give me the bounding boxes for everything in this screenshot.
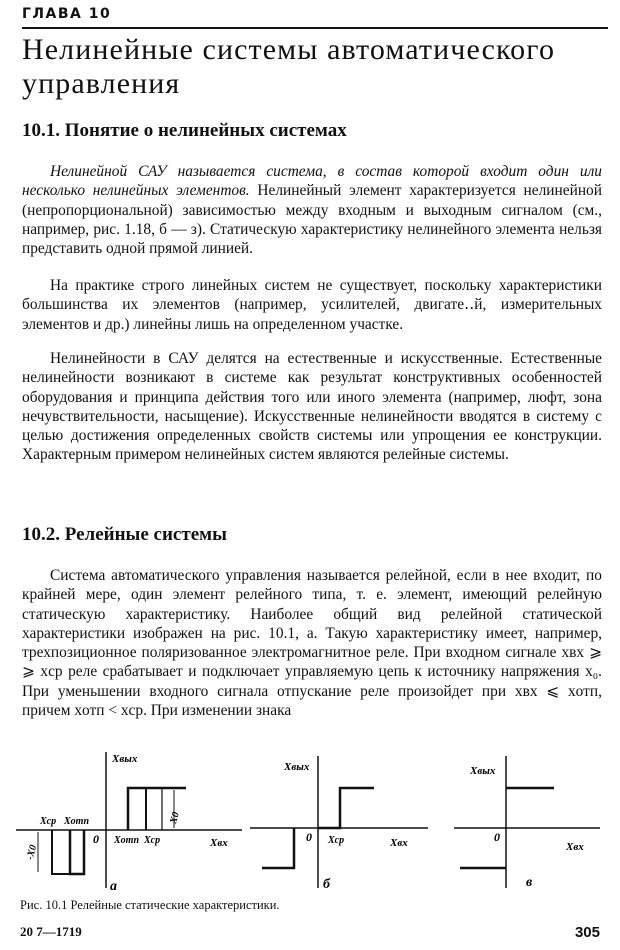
panel-a-neg-x0-label: -X0 [24, 843, 40, 862]
paragraph-nonlinearity-types: Нелинейности в САУ делятся на естественные и искусственные. Естественные нелинейности возникают в системе как результат конструктивных особенностей оборудования и принципа действия того или иного элемента (например, люфт, зона нечувствительности, насыщение). Искусственные нелинейности вводятся в систему с целью достижения определенных свойств системы или упрощения ее конструкции. Характерным примером нелинейных систем являются релейные системы. [22, 350, 602, 464]
panel-a-pos-left-edge [128, 788, 146, 830]
panel-a-y-label: Xвых [112, 753, 138, 765]
footer-signature: 20 7—1719 [20, 924, 82, 939]
page-title: Нелинейные системы автоматического управления [22, 33, 556, 100]
relay-characteristics-figure [14, 748, 614, 896]
panel-b-letter: б [323, 877, 330, 892]
panel-b [250, 756, 428, 888]
paragraph-relay-systems: Система автоматического управления называется релейной, если в нее входит, по крайней мере, один элемент релейного типа, т. е. элемент, имеющий релейную статическую характеристику. Наиболее общий вид релейной статической характеристики изображен на рис. 10.1, а. Такую характеристику имеет, например, трехпозиционное поляризованное электромагнитное реле. При входном сигнале xвх ⩾ ⩾ xср реле срабатывает и подключает управляемую цепь к источнику напряжения x₀. При уменьшении входного сигнала отпускание реле произойдет при xвх ⩽ xотп, причем xотп < xср. При изменении знака [22, 567, 602, 720]
panel-c-y-label: Xвых [470, 765, 496, 777]
definition-rest: Нелинейный элемент характеризуется нелинейной (непропорциональной) зависимостью между входным и выходным сигналом (см., например, рис. 1.18, б — з). Статическую характеристику нелинейного элемента нельзя представить одной прямой линией. [22, 182, 602, 258]
panel-a-neg-box [70, 830, 84, 874]
panel-b-origin: 0 [306, 830, 312, 844]
panel-b-x-label: Xвх [390, 837, 408, 849]
panel-a-xotp-left: Xотп [64, 816, 90, 827]
panel-a-xcp-right: Xср [144, 835, 161, 846]
panel-a-xcp-left: Xср [40, 816, 57, 827]
panel-c-origin: 0 [494, 830, 500, 844]
panel-b-xcp: Xср [328, 835, 345, 846]
panel-c-x-label: Xвх [566, 841, 584, 853]
chapter-label: ГЛАВА 10 [22, 6, 112, 22]
section-heading-10-1: 10.1. Понятие о нелинейных системах [22, 120, 347, 141]
panel-b-neg-step [262, 828, 294, 868]
panel-c-letter: в [526, 875, 533, 890]
panel-a-neg-left-edge [52, 830, 70, 874]
header-rule [22, 27, 608, 29]
panel-a-xotp-right: Xотп [114, 835, 140, 846]
panel-a-origin: 0 [93, 832, 99, 846]
panel-a-x0-label: X0 [168, 810, 182, 826]
panel-b-y-label: Xвых [284, 761, 310, 773]
page-number: 305 [574, 924, 600, 941]
definition-emphasis: Нелинейной САУ называется система, в состав которой входит один или несколько нелинейных элементов. [22, 163, 602, 200]
paragraph-definition [22, 162, 602, 258]
paragraph-practice: На практике строго линейных систем не существует, поскольку характеристики большинства их элементов (например, усилителей, двигате‥й, измерительных элементов и др.) линейны лишь на определенном участке. [22, 277, 602, 333]
section-heading-10-2: 10.2. Релейные системы [22, 524, 227, 545]
panel-a-letter: а [110, 879, 117, 894]
panel-b-pos-step [318, 788, 374, 828]
panel-a-x-label: Xвх [210, 837, 228, 849]
figure-caption: Рис. 10.1 Релейные статические характеристики. [20, 898, 280, 912]
